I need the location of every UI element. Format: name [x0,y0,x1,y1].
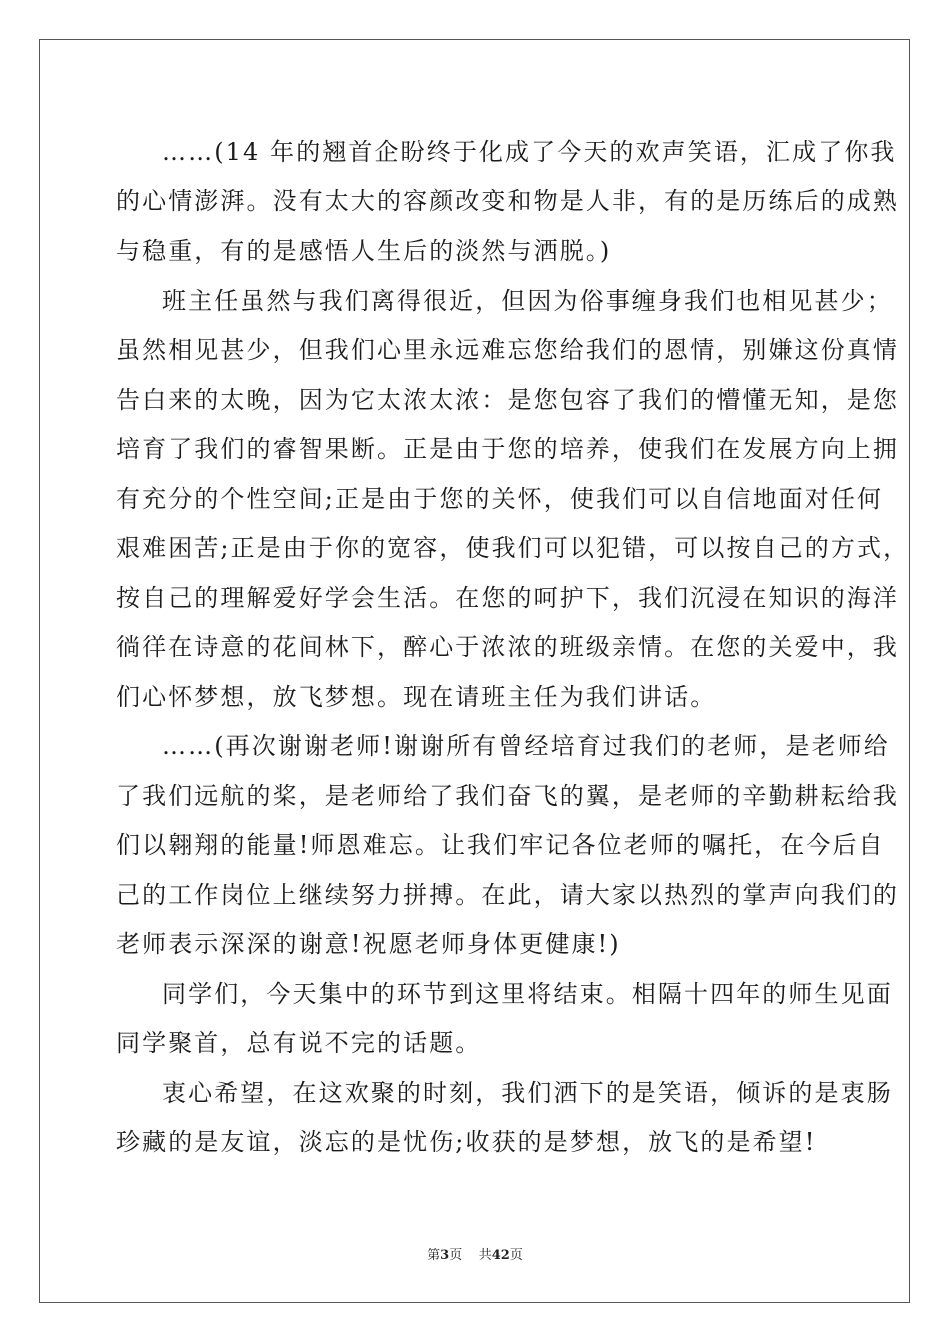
text-line: 珍藏的是友谊，淡忘的是忧伤;收获的是梦想，放飞的是希望! [116,1128,817,1156]
text-line: 艰难困苦;正是由于你的宽容，使我们可以犯错，可以按自己的方式， [116,534,910,562]
text-line: 老师表示深深的谢意!祝愿老师身体更健康!) [116,930,621,958]
text-line: 培育了我们的睿智果断。正是由于您的培养，使我们在发展方向上拥 [116,435,899,463]
text-line: ……(再次谢谢老师!谢谢所有曾经培育过我们的老师，是老师给 [162,732,890,760]
text-line: 们心怀梦想，放飞梦想。现在请班主任为我们讲话。 [116,683,717,711]
text-line: 徜徉在诗意的花间林下，醉心于浓浓的班级亲情。在您的关爱中，我 [116,633,899,661]
text-line: ……(14 年的翘首企盼终于化成了今天的欢声笑语，汇成了你我 [162,138,897,166]
text-line: 按自己的理解爱好学会生活。在您的呵护下，我们沉浸在知识的海洋 [116,584,899,612]
page-suffix: 页 [449,1248,463,1263]
page-prefix: 第 [427,1248,441,1263]
page-total: 42 [491,1248,510,1263]
text-line: 了我们远航的桨，是老师给了我们奋飞的翼，是老师的辛勤耕耘给我 [116,782,899,810]
text-line: 虽然相见甚少，但我们心里永远难忘您给我们的恩情，别嫌这份真情 [116,336,899,364]
text-line: 己的工作岗位上继续努力拼搏。在此，请大家以热烈的掌声向我们的 [116,881,899,909]
total-prefix: 共 [478,1248,492,1263]
text-line: 有充分的个性空间;正是由于您的关怀，使我们可以自信地面对任何 [116,485,884,513]
total-suffix: 页 [509,1248,523,1263]
page-footer [0,1248,950,1264]
text-line: 同学们，今天集中的环节到这里将结束。相隔十四年的师生见面 [162,980,893,1008]
page-number: 3 [440,1248,450,1263]
text-line: 与稳重，有的是感悟人生后的淡然与洒脱。) [116,237,612,265]
text-line: 的心情澎湃。没有太大的容颜改变和物是人非，有的是历练后的成熟 [116,187,899,215]
page-border [39,39,910,1303]
text-line: 同学聚首，总有说不完的话题。 [116,1029,482,1057]
text-line: 告白来的太晚，因为它太浓太浓：是您包容了我们的懵懂无知，是您 [116,386,899,414]
text-line: 们以翱翔的能量!师恩难忘。让我们牢记各位老师的嘱托，在今后自 [116,831,885,859]
text-line: 班主任虽然与我们离得很近，但因为俗事缠身我们也相见甚少； [162,287,893,315]
text-line: 衷心希望，在这欢聚的时刻，我们洒下的是笑语，倾诉的是衷肠 [162,1079,893,1107]
